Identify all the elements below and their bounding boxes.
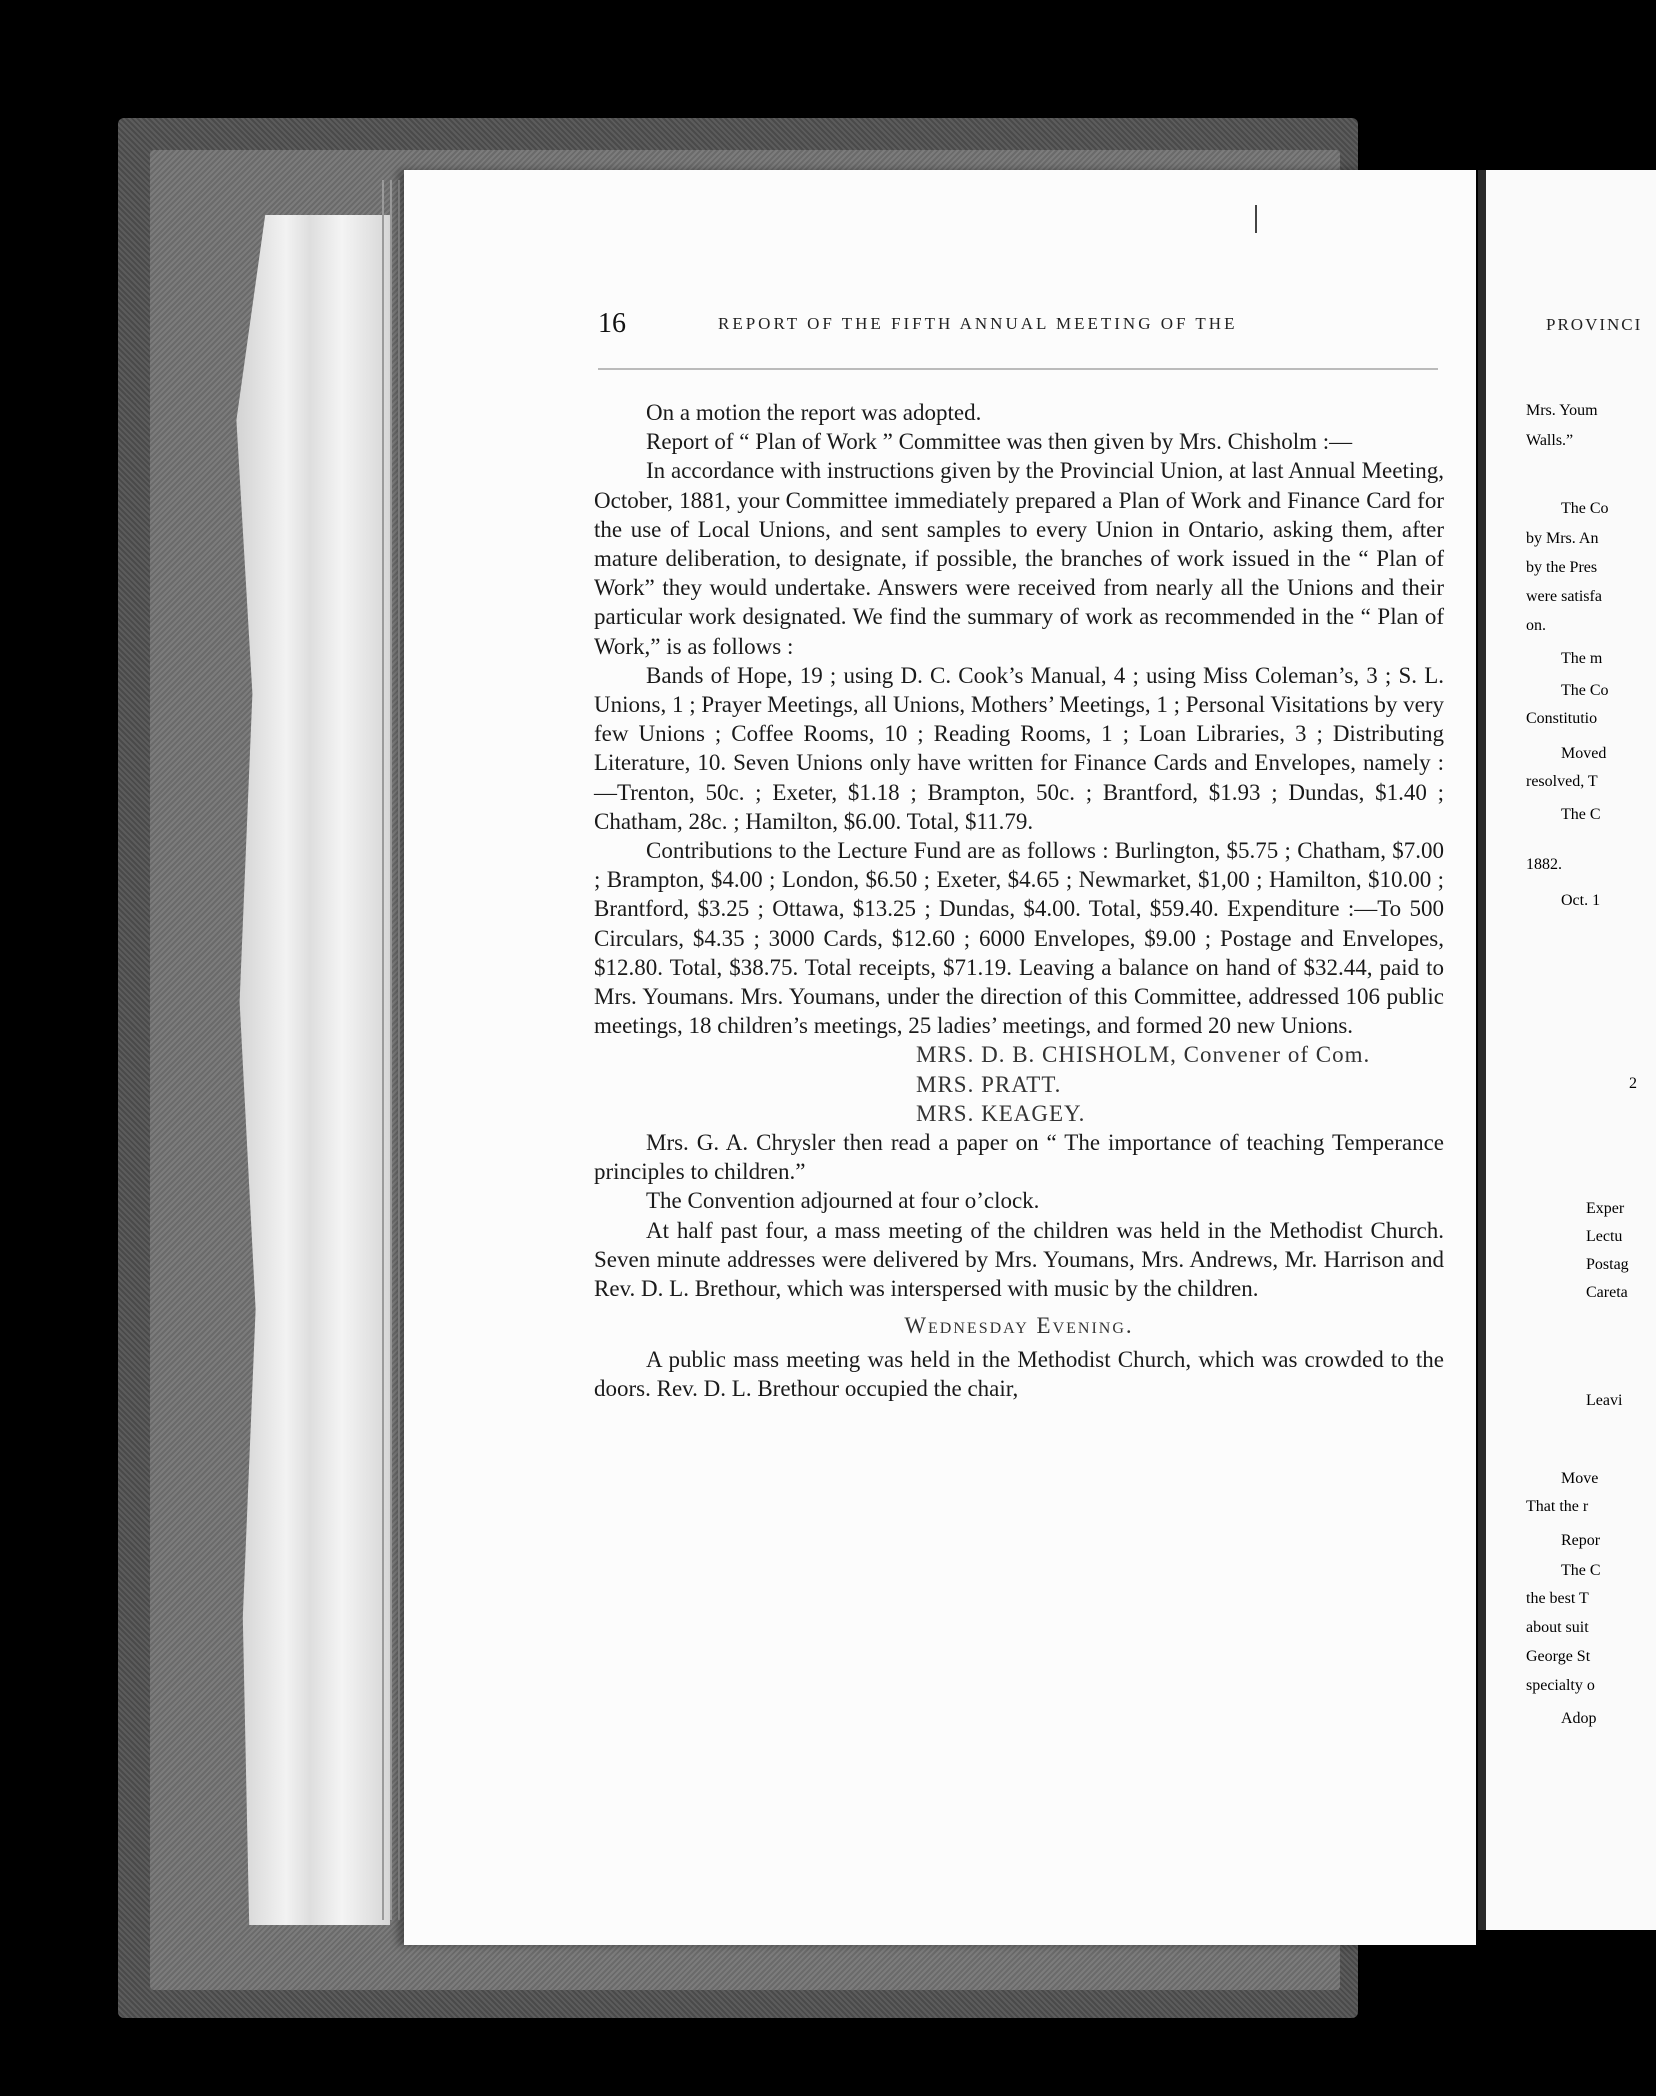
facing-line: Lectu (1586, 1228, 1623, 1245)
facing-line: Walls.” (1526, 432, 1574, 449)
facing-line: by the Pres (1526, 559, 1598, 576)
facing-line: Careta (1586, 1284, 1628, 1301)
paragraph: At half past four, a mass meeting of the children was held in the Methodist Church. Seven minute addresses were delivered by Mrs. Youmans, Mrs. Andrews, Mr. Harrison and Rev. D. L. Brethour, which was interspersed with music by the children. (594, 1217, 1444, 1302)
page-edge-line (390, 180, 392, 1920)
facing-line: 2 (1629, 1075, 1637, 1092)
page-number: 16 (598, 308, 626, 339)
facing-line: Adop (1561, 1710, 1597, 1727)
facing-line: The Co (1561, 682, 1609, 699)
book-page (404, 170, 1476, 1945)
torn-page-edges (230, 215, 390, 1925)
section-heading: Wednesday Evening. (904, 1313, 1134, 1339)
facing-line: Move (1561, 1470, 1599, 1487)
facing-line: were satisfa (1526, 588, 1602, 605)
paragraph: Bands of Hope, 19 ; using D. C. Cook’s Manual, 4 ; using Miss Coleman’s, 3 ; S. L. Unions, 1 ; Prayer Meetings, all Unions, Mothers’ Meetings, 1 ; Personal Visitations by very few Unions ; Coffee Rooms, 10 ; Reading Rooms, 1 ; Loan Libraries, 3 ; Distributing Literature, 10. Seven Unions only have written for Finance Cards and Envelopes, namely :—Trenton, 50c. ; Exeter, $1.18 ; Brampton, 50c. ; Brantford, $1.93 ; Dundas, $1.40 ; Chatham, 28c. ; Hamilton, $6.00. Total, $11.79. (594, 662, 1444, 834)
paragraph: Report of “ Plan of Work ” Committee was then given by Mrs. Chisholm :— (646, 429, 1353, 455)
paragraph: The Convention adjourned at four o’clock. (646, 1188, 1040, 1214)
facing-line: resolved, T (1526, 773, 1598, 790)
page-mark (1255, 205, 1257, 233)
header-rule (598, 368, 1438, 370)
page-edge-line (382, 180, 384, 1920)
paragraph: On a motion the report was adopted. (646, 400, 982, 425)
facing-line: Repor (1561, 1532, 1601, 1549)
body-text (594, 398, 1444, 1403)
facing-line: The m (1561, 650, 1603, 667)
facing-line: Exper (1586, 1200, 1625, 1217)
paragraph: In accordance with instructions given by the Provincial Union, at last Annual Meeting, October, 1881, your Committee immediately prepared a Plan of Work and Finance Card for the use of Local Unions, and sent samples to every Union in Ontario, asking them, after mature deliberation, to designate, if possible, the branches of work issued in the “ Plan of Work” they would undertake. Answers were received from nearly all the Unions and their particular work designated. We find the summary of work as recommended in the “ Plan of Work,” is as follows : (594, 458, 1444, 659)
facing-line: The C (1561, 1562, 1601, 1579)
facing-line: the best T (1526, 1590, 1589, 1607)
facing-line: That the r (1526, 1498, 1589, 1515)
facing-line: on. (1526, 617, 1546, 634)
facing-line: Constitutio (1526, 710, 1598, 727)
signature-line: MRS. PRATT. (916, 1071, 1062, 1097)
facing-page (1478, 170, 1656, 1930)
paragraph: A public mass meeting was held in the Methodist Church, which was crowded to the doors. Rev. D. L. Brethour occupied the chair, (594, 1346, 1444, 1401)
facing-line: Oct. 1 (1561, 892, 1601, 909)
facing-line: Postag (1586, 1256, 1629, 1273)
running-head-title: REPORT OF THE FIFTH ANNUAL MEETING OF THE (718, 314, 1238, 333)
paragraph: Mrs. G. A. Chrysler then read a paper on “ The importance of teaching Temperance principles to children.” (594, 1130, 1444, 1185)
facing-line: The Co (1561, 500, 1609, 517)
facing-line: 1882. (1526, 856, 1562, 873)
facing-line: Leavi (1586, 1392, 1623, 1409)
facing-line: specialty o (1526, 1677, 1595, 1694)
running-head (598, 308, 1438, 348)
signature-line: MRS. D. B. CHISHOLM, Convener of Com. (916, 1042, 1371, 1068)
facing-line: The C (1561, 806, 1601, 823)
signature-line: MRS. KEAGEY. (916, 1100, 1086, 1126)
facing-page-header: PROVINCI (1546, 315, 1643, 334)
facing-line: Mrs. Youm (1526, 402, 1598, 419)
facing-line: by Mrs. An (1526, 530, 1599, 547)
facing-line: George St (1526, 1648, 1591, 1665)
page-edge-line (398, 180, 400, 1920)
paragraph: Contributions to the Lecture Fund are as follows : Burlington, $5.75 ; Chatham, $7.00 ; Brampton, $4.00 ; London, $6.50 ; Exeter, $4.65 ; Newmarket, $1,00 ; Hamilton, $10.00 ; Brantford, $3.25 ; Ottawa, $13.25 ; Dundas, $4.00. Total, $59.40. Expenditure :—To 500 Circulars, $4.35 ; 3000 Cards, $12.60 ; 6000 Envelopes, $9.00 ; Postage and Envelopes, $12.80. Total, $38.75. Total receipts, $71.19. Leaving a balance on hand of $32.44, paid to Mrs. Youmans. Mrs. Youmans, under the direction of this Committee, addressed 106 public meetings, 18 children’s meetings, 25 ladies’ meetings, and formed 20 new Unions. (594, 838, 1444, 1039)
facing-line: about suit (1526, 1619, 1589, 1636)
facing-line: Moved (1561, 745, 1607, 762)
